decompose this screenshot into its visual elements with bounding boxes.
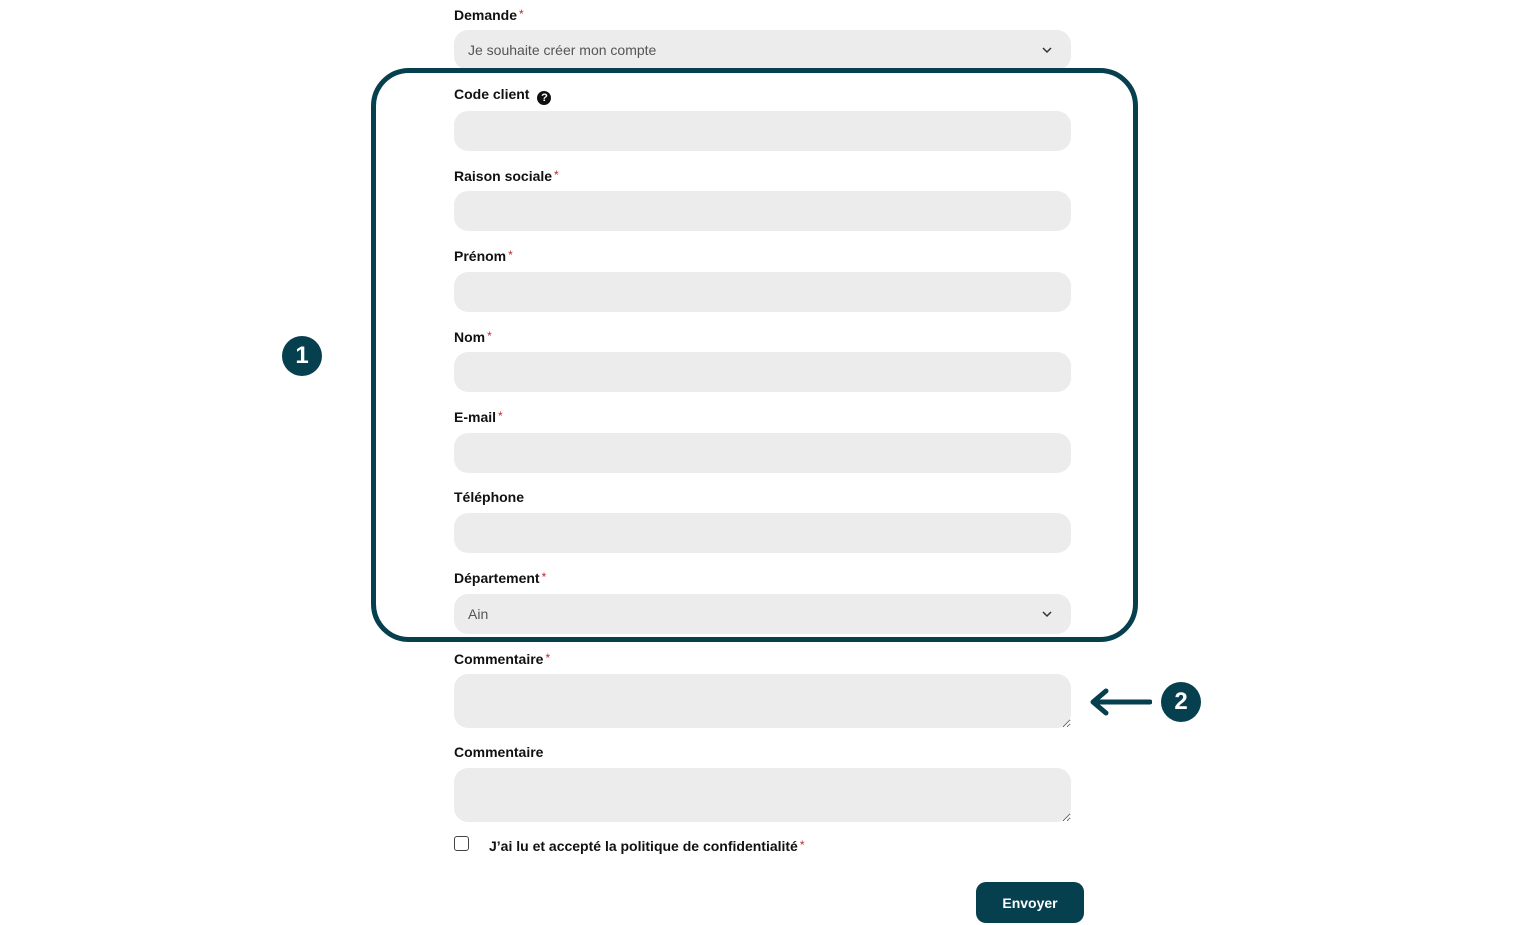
telephone-label-text: Téléphone xyxy=(454,489,525,505)
commentaire-2-textarea[interactable] xyxy=(454,768,1071,822)
raison-sociale-label-text: Raison sociale xyxy=(454,168,553,184)
consent-checkbox[interactable] xyxy=(454,836,469,851)
commentaire-textarea[interactable] xyxy=(454,674,1071,728)
prenom-label-text: Prénom xyxy=(454,248,507,264)
arrow-left-icon xyxy=(1088,686,1152,718)
commentaire-label-text: Commentaire xyxy=(454,651,544,667)
demande-label xyxy=(454,6,524,23)
envoyer-button[interactable]: Envoyer xyxy=(976,882,1084,923)
prenom-label xyxy=(454,247,513,264)
email-label xyxy=(454,408,503,425)
required-mark: * xyxy=(508,248,513,262)
required-mark: * xyxy=(541,570,547,584)
demande-select-value: Je souhaite créer mon compte xyxy=(468,42,657,58)
demande-select[interactable] xyxy=(454,30,1071,70)
code-client-input[interactable] xyxy=(454,111,1071,151)
nom-label xyxy=(454,328,492,345)
consent-label[interactable] xyxy=(489,838,805,854)
email-input[interactable] xyxy=(454,433,1071,473)
departement-label xyxy=(454,569,546,586)
code-client-label-text: Code client xyxy=(454,86,530,102)
nom-input[interactable] xyxy=(454,352,1071,392)
telephone-input[interactable] xyxy=(454,513,1071,553)
required-mark: * xyxy=(487,329,492,343)
departement-select-value: Ain xyxy=(468,606,489,622)
demande-label-text: Demande xyxy=(454,7,518,23)
commentaire-2-label xyxy=(454,744,543,760)
required-mark: * xyxy=(554,168,559,182)
raison-sociale-label xyxy=(454,167,559,184)
chevron-down-icon xyxy=(1041,44,1053,56)
code-client-label xyxy=(454,86,551,105)
required-mark: * xyxy=(498,409,503,423)
chevron-down-icon xyxy=(1041,608,1053,620)
help-icon[interactable]: ? xyxy=(537,91,551,105)
departement-select[interactable] xyxy=(454,594,1071,634)
required-mark: * xyxy=(799,838,805,852)
raison-sociale-input[interactable] xyxy=(454,191,1071,231)
commentaire-2-label-text: Commentaire xyxy=(454,744,544,760)
commentaire-label xyxy=(454,650,550,667)
annotation-badge-1: 1 xyxy=(282,336,322,376)
departement-label-text: Département xyxy=(454,570,540,586)
email-label-text: E-mail xyxy=(454,409,497,425)
nom-label-text: Nom xyxy=(454,329,486,345)
annotation-badge-2: 2 xyxy=(1161,682,1201,722)
required-mark: * xyxy=(519,7,524,21)
consent-label-text: J’ai lu et accepté la politique de confidentialité xyxy=(489,838,798,854)
required-mark: * xyxy=(545,651,551,665)
telephone-label xyxy=(454,489,524,505)
prenom-input[interactable] xyxy=(454,272,1071,312)
